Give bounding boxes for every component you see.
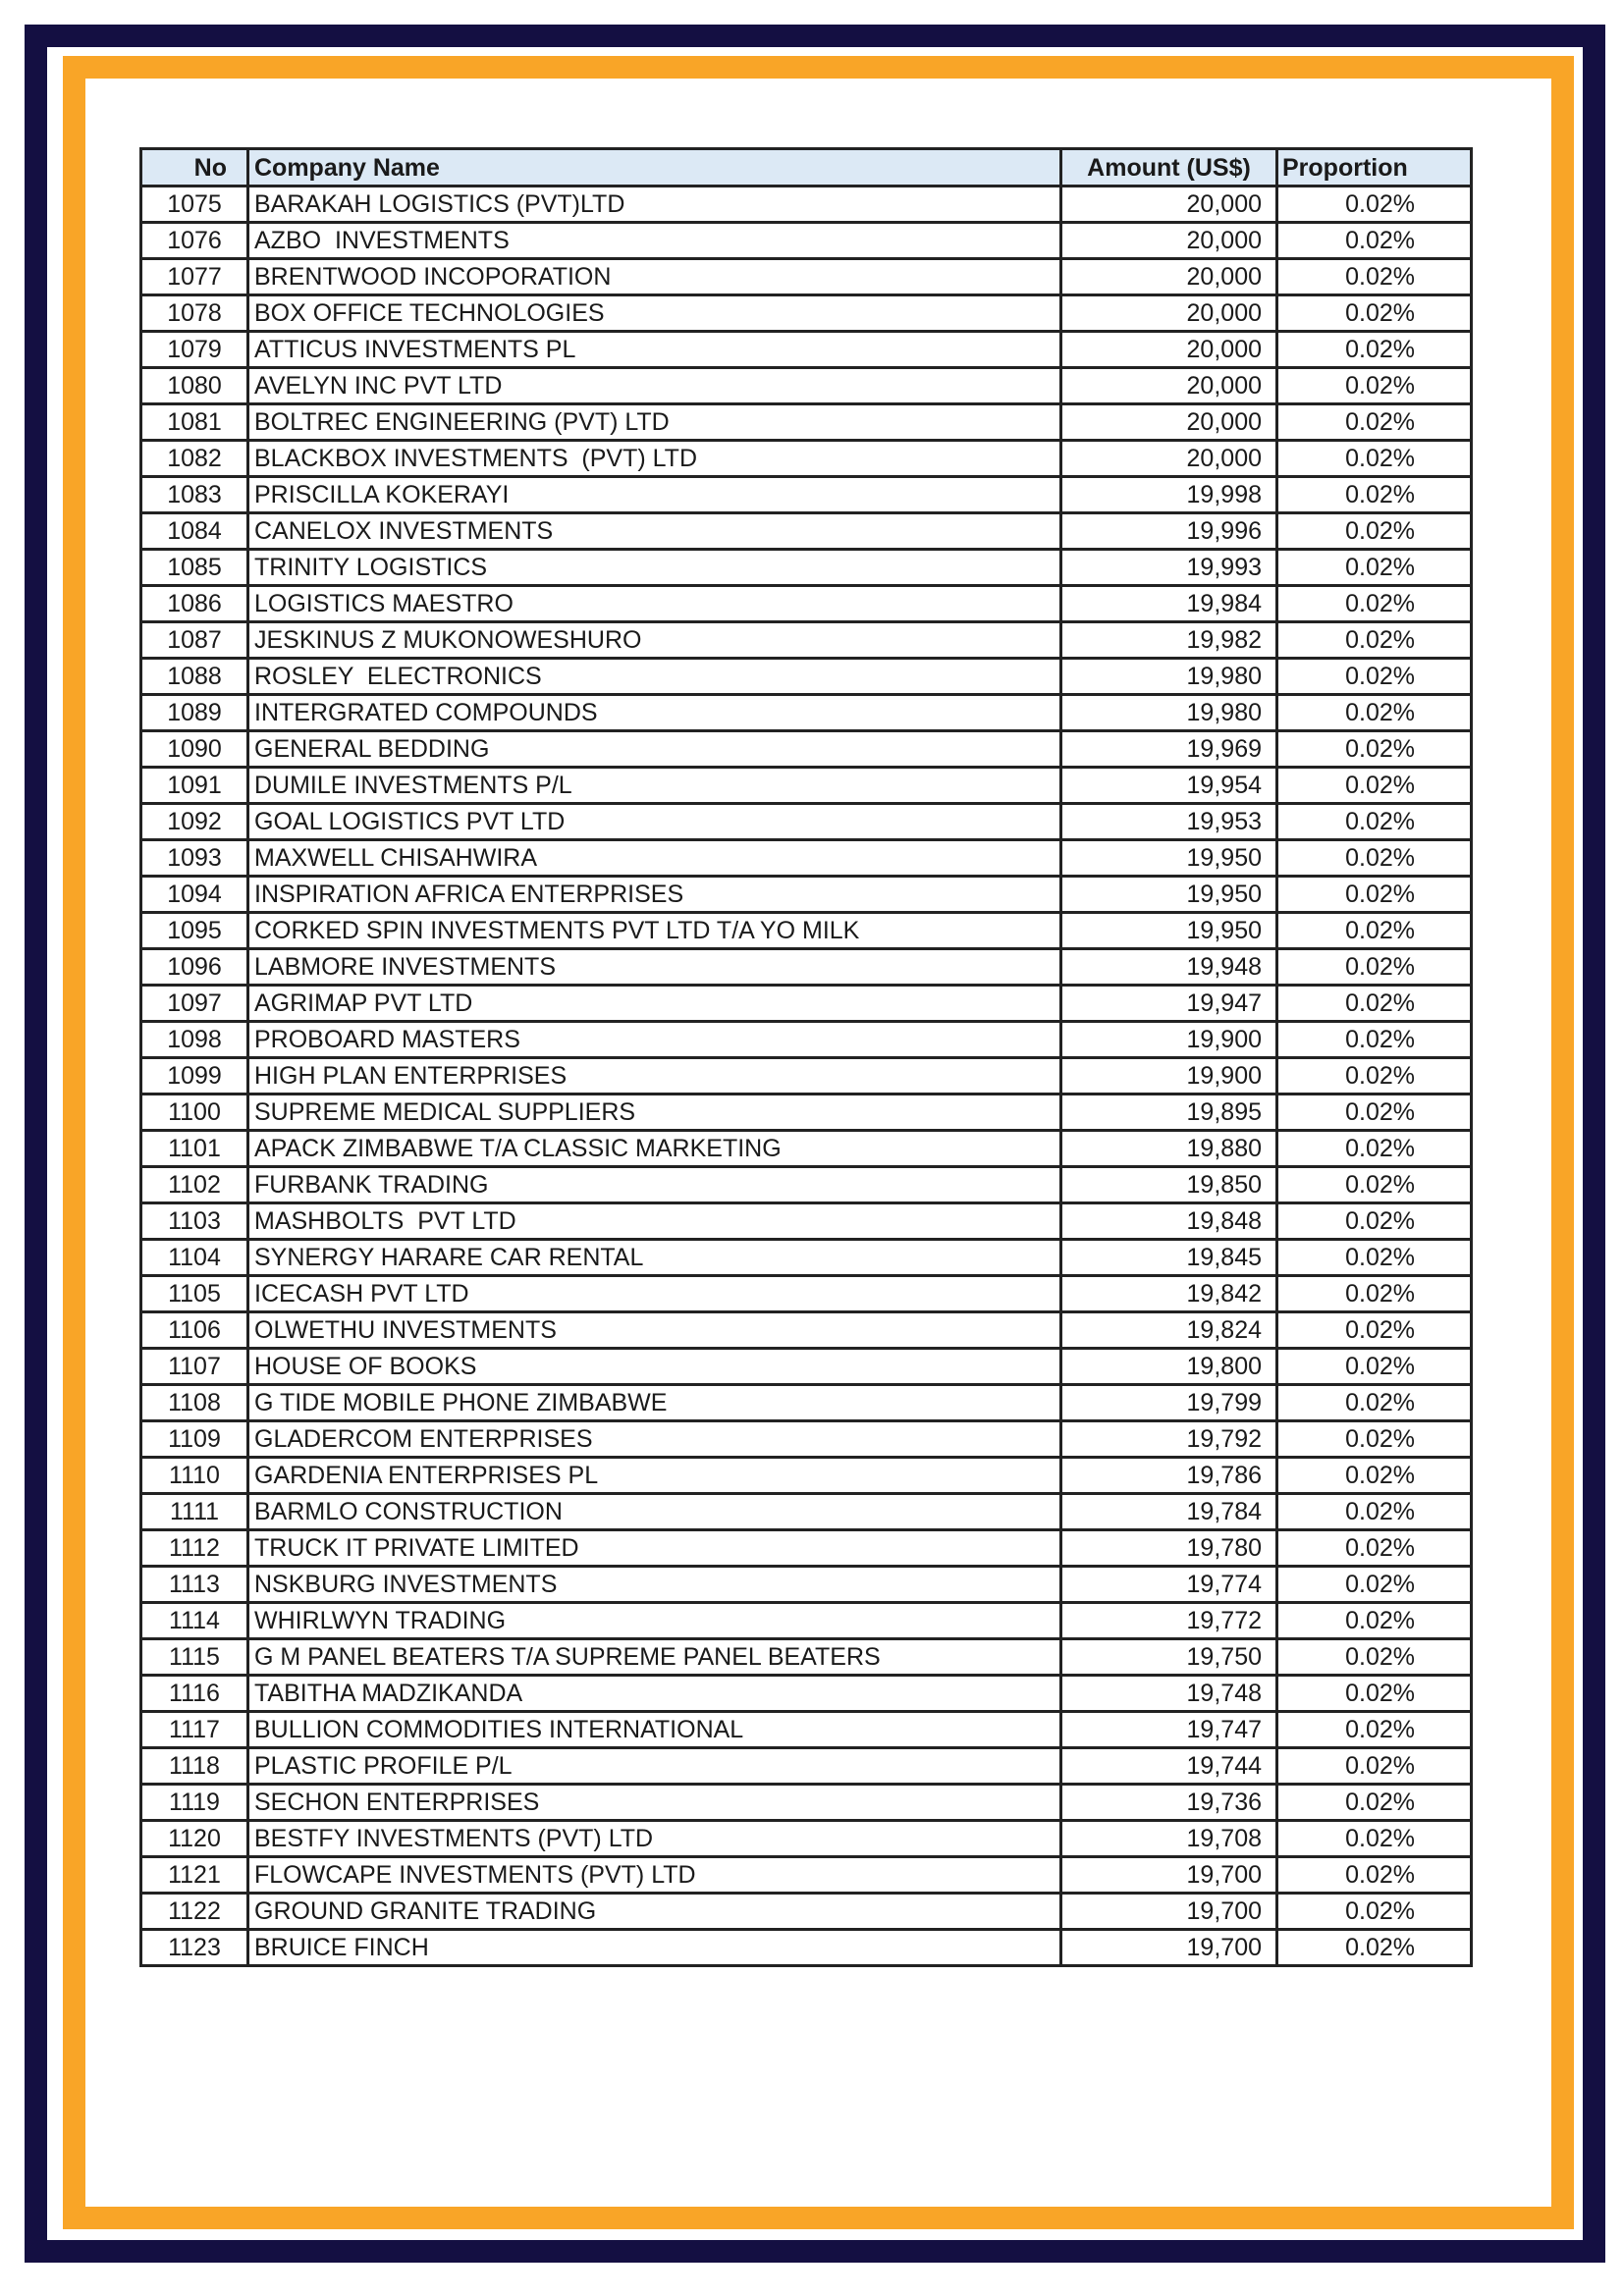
cell-amount: 19,750 — [1061, 1639, 1277, 1676]
table-row — [141, 586, 1472, 622]
cell-proportion: 0.02% — [1277, 187, 1472, 223]
cell-row-number: 1102 — [141, 1167, 248, 1203]
cell-row-number: 1100 — [141, 1095, 248, 1131]
table-row — [141, 1421, 1472, 1458]
cell-amount: 19,708 — [1061, 1821, 1277, 1857]
table-row — [141, 768, 1472, 804]
cell-amount: 19,824 — [1061, 1312, 1277, 1349]
cell-amount: 19,982 — [1061, 622, 1277, 659]
table-row — [141, 1857, 1472, 1894]
cell-amount: 20,000 — [1061, 259, 1277, 295]
cell-proportion: 0.02% — [1277, 1821, 1472, 1857]
cell-row-number: 1094 — [141, 877, 248, 913]
cell-row-number: 1080 — [141, 368, 248, 404]
cell-company-name: BULLION COMMODITIES INTERNATIONAL — [248, 1712, 1061, 1748]
cell-amount: 19,900 — [1061, 1058, 1277, 1095]
cell-company-name: ATTICUS INVESTMENTS PL — [248, 332, 1061, 368]
cell-company-name: HOUSE OF BOOKS — [248, 1349, 1061, 1385]
table-row — [141, 550, 1472, 586]
cell-row-number: 1116 — [141, 1676, 248, 1712]
cell-amount: 19,747 — [1061, 1712, 1277, 1748]
table-row — [141, 1676, 1472, 1712]
cell-amount: 19,700 — [1061, 1930, 1277, 1966]
cell-row-number: 1093 — [141, 840, 248, 877]
cell-row-number: 1109 — [141, 1421, 248, 1458]
cell-row-number: 1114 — [141, 1603, 248, 1639]
cell-row-number: 1085 — [141, 550, 248, 586]
cell-row-number: 1096 — [141, 949, 248, 986]
table-row — [141, 986, 1472, 1022]
cell-row-number: 1089 — [141, 695, 248, 731]
cell-company-name: BARAKAH LOGISTICS (PVT)LTD — [248, 187, 1061, 223]
table-row — [141, 1567, 1472, 1603]
table-row — [141, 477, 1472, 513]
table-row — [141, 295, 1472, 332]
cell-company-name: BRENTWOOD INCOPORATION — [248, 259, 1061, 295]
cell-company-name: GENERAL BEDDING — [248, 731, 1061, 768]
table-row — [141, 622, 1472, 659]
cell-company-name: DUMILE INVESTMENTS P/L — [248, 768, 1061, 804]
table-row — [141, 332, 1472, 368]
cell-amount: 19,780 — [1061, 1530, 1277, 1567]
cell-company-name: CANELOX INVESTMENTS — [248, 513, 1061, 550]
cell-proportion: 0.02% — [1277, 768, 1472, 804]
cell-row-number: 1081 — [141, 404, 248, 441]
cell-amount: 19,947 — [1061, 986, 1277, 1022]
cell-company-name: BARMLO CONSTRUCTION — [248, 1494, 1061, 1530]
cell-row-number: 1075 — [141, 187, 248, 223]
cell-company-name: GLADERCOM ENTERPRISES — [248, 1421, 1061, 1458]
cell-row-number: 1112 — [141, 1530, 248, 1567]
cell-amount: 20,000 — [1061, 404, 1277, 441]
cell-row-number: 1104 — [141, 1240, 248, 1276]
cell-proportion: 0.02% — [1277, 223, 1472, 259]
cell-proportion: 0.02% — [1277, 1131, 1472, 1167]
cell-proportion: 0.02% — [1277, 295, 1472, 332]
cell-amount: 19,842 — [1061, 1276, 1277, 1312]
table-row — [141, 877, 1472, 913]
cell-proportion: 0.02% — [1277, 1167, 1472, 1203]
cell-amount: 20,000 — [1061, 441, 1277, 477]
cell-proportion: 0.02% — [1277, 1058, 1472, 1095]
cell-proportion: 0.02% — [1277, 986, 1472, 1022]
cell-proportion: 0.02% — [1277, 1022, 1472, 1058]
cell-proportion: 0.02% — [1277, 1712, 1472, 1748]
cell-row-number: 1103 — [141, 1203, 248, 1240]
cell-company-name: PLASTIC PROFILE P/L — [248, 1748, 1061, 1785]
table-row — [141, 1276, 1472, 1312]
shareholders-table — [139, 147, 1473, 1967]
cell-proportion: 0.02% — [1277, 1603, 1472, 1639]
cell-proportion: 0.02% — [1277, 1567, 1472, 1603]
table-row — [141, 368, 1472, 404]
cell-row-number: 1119 — [141, 1785, 248, 1821]
cell-amount: 19,950 — [1061, 877, 1277, 913]
cell-amount: 19,948 — [1061, 949, 1277, 986]
cell-row-number: 1079 — [141, 332, 248, 368]
cell-proportion: 0.02% — [1277, 804, 1472, 840]
cell-company-name: CORKED SPIN INVESTMENTS PVT LTD T/A YO MILK — [248, 913, 1061, 949]
table-row — [141, 840, 1472, 877]
cell-company-name: SECHON ENTERPRISES — [248, 1785, 1061, 1821]
cell-company-name: AZBO INVESTMENTS — [248, 223, 1061, 259]
cell-amount: 19,784 — [1061, 1494, 1277, 1530]
cell-amount: 20,000 — [1061, 332, 1277, 368]
table-row — [141, 1458, 1472, 1494]
cell-row-number: 1105 — [141, 1276, 248, 1312]
cell-row-number: 1115 — [141, 1639, 248, 1676]
cell-amount: 20,000 — [1061, 368, 1277, 404]
cell-row-number: 1090 — [141, 731, 248, 768]
table-row — [141, 659, 1472, 695]
cell-proportion: 0.02% — [1277, 368, 1472, 404]
table-row — [141, 1131, 1472, 1167]
cell-row-number: 1113 — [141, 1567, 248, 1603]
table-row — [141, 1748, 1472, 1785]
table-row — [141, 1494, 1472, 1530]
cell-row-number: 1111 — [141, 1494, 248, 1530]
cell-proportion: 0.02% — [1277, 1676, 1472, 1712]
table-row — [141, 1639, 1472, 1676]
cell-row-number: 1077 — [141, 259, 248, 295]
cell-row-number: 1110 — [141, 1458, 248, 1494]
cell-company-name: SYNERGY HARARE CAR RENTAL — [248, 1240, 1061, 1276]
cell-proportion: 0.02% — [1277, 1785, 1472, 1821]
cell-proportion: 0.02% — [1277, 1748, 1472, 1785]
table-row — [141, 804, 1472, 840]
cell-company-name: AVELYN INC PVT LTD — [248, 368, 1061, 404]
cell-amount: 19,950 — [1061, 913, 1277, 949]
cell-proportion: 0.02% — [1277, 404, 1472, 441]
cell-amount: 19,700 — [1061, 1894, 1277, 1930]
cell-row-number: 1120 — [141, 1821, 248, 1857]
cell-amount: 19,998 — [1061, 477, 1277, 513]
table-row — [141, 259, 1472, 295]
cell-amount: 19,774 — [1061, 1567, 1277, 1603]
table-row — [141, 223, 1472, 259]
cell-company-name: ICECASH PVT LTD — [248, 1276, 1061, 1312]
cell-company-name: G TIDE MOBILE PHONE ZIMBABWE — [248, 1385, 1061, 1421]
cell-amount: 19,792 — [1061, 1421, 1277, 1458]
cell-row-number: 1092 — [141, 804, 248, 840]
cell-company-name: TRUCK IT PRIVATE LIMITED — [248, 1530, 1061, 1567]
cell-company-name: BRUICE FINCH — [248, 1930, 1061, 1966]
cell-amount: 19,969 — [1061, 731, 1277, 768]
cell-amount: 19,953 — [1061, 804, 1277, 840]
table-row — [141, 404, 1472, 441]
cell-proportion: 0.02% — [1277, 1276, 1472, 1312]
cell-proportion: 0.02% — [1277, 731, 1472, 768]
header-row — [141, 149, 1472, 187]
cell-row-number: 1078 — [141, 295, 248, 332]
cell-row-number: 1099 — [141, 1058, 248, 1095]
cell-amount: 19,950 — [1061, 840, 1277, 877]
table-row — [141, 187, 1472, 223]
table-row — [141, 1240, 1472, 1276]
cell-proportion: 0.02% — [1277, 441, 1472, 477]
column-header-company-name: Company Name — [248, 149, 1061, 187]
cell-row-number: 1086 — [141, 586, 248, 622]
table-row — [141, 1203, 1472, 1240]
cell-company-name: GOAL LOGISTICS PVT LTD — [248, 804, 1061, 840]
cell-amount: 19,786 — [1061, 1458, 1277, 1494]
cell-amount: 19,748 — [1061, 1676, 1277, 1712]
cell-amount: 19,984 — [1061, 586, 1277, 622]
cell-proportion: 0.02% — [1277, 1458, 1472, 1494]
cell-company-name: MAXWELL CHISAHWIRA — [248, 840, 1061, 877]
cell-amount: 19,800 — [1061, 1349, 1277, 1385]
cell-proportion: 0.02% — [1277, 1385, 1472, 1421]
cell-company-name: AGRIMAP PVT LTD — [248, 986, 1061, 1022]
cell-row-number: 1101 — [141, 1131, 248, 1167]
cell-proportion: 0.02% — [1277, 840, 1472, 877]
cell-company-name: TRINITY LOGISTICS — [248, 550, 1061, 586]
cell-company-name: APACK ZIMBABWE T/A CLASSIC MARKETING — [248, 1131, 1061, 1167]
table-row — [141, 441, 1472, 477]
cell-proportion: 0.02% — [1277, 1312, 1472, 1349]
cell-company-name: LABMORE INVESTMENTS — [248, 949, 1061, 986]
table-row — [141, 1058, 1472, 1095]
column-header-no: No — [141, 149, 248, 187]
cell-amount: 19,993 — [1061, 550, 1277, 586]
cell-row-number: 1091 — [141, 768, 248, 804]
cell-company-name: INTERGRATED COMPOUNDS — [248, 695, 1061, 731]
cell-row-number: 1083 — [141, 477, 248, 513]
cell-company-name: BESTFY INVESTMENTS (PVT) LTD — [248, 1821, 1061, 1857]
table-row — [141, 1821, 1472, 1857]
cell-amount: 19,900 — [1061, 1022, 1277, 1058]
cell-row-number: 1082 — [141, 441, 248, 477]
table-row — [141, 1312, 1472, 1349]
cell-row-number: 1076 — [141, 223, 248, 259]
cell-proportion: 0.02% — [1277, 1240, 1472, 1276]
cell-amount: 19,772 — [1061, 1603, 1277, 1639]
table-header — [141, 149, 1472, 187]
cell-company-name: SUPREME MEDICAL SUPPLIERS — [248, 1095, 1061, 1131]
cell-proportion: 0.02% — [1277, 1930, 1472, 1966]
cell-company-name: LOGISTICS MAESTRO — [248, 586, 1061, 622]
cell-proportion: 0.02% — [1277, 477, 1472, 513]
cell-proportion: 0.02% — [1277, 877, 1472, 913]
cell-company-name: JESKINUS Z MUKONOWESHURO — [248, 622, 1061, 659]
cell-company-name: BOLTREC ENGINEERING (PVT) LTD — [248, 404, 1061, 441]
table-row — [141, 1095, 1472, 1131]
cell-amount: 20,000 — [1061, 187, 1277, 223]
cell-amount: 19,980 — [1061, 659, 1277, 695]
cell-proportion: 0.02% — [1277, 622, 1472, 659]
cell-proportion: 0.02% — [1277, 1894, 1472, 1930]
column-header-proportion: Proportion — [1277, 149, 1472, 187]
cell-amount: 19,895 — [1061, 1095, 1277, 1131]
cell-proportion: 0.02% — [1277, 332, 1472, 368]
cell-row-number: 1098 — [141, 1022, 248, 1058]
cell-proportion: 0.02% — [1277, 1530, 1472, 1567]
cell-proportion: 0.02% — [1277, 1494, 1472, 1530]
table-row — [141, 1930, 1472, 1966]
shareholders-table-container — [139, 147, 1470, 1967]
cell-row-number: 1088 — [141, 659, 248, 695]
cell-amount: 19,980 — [1061, 695, 1277, 731]
cell-company-name: BOX OFFICE TECHNOLOGIES — [248, 295, 1061, 332]
cell-row-number: 1107 — [141, 1349, 248, 1385]
table-row — [141, 1349, 1472, 1385]
cell-row-number: 1122 — [141, 1894, 248, 1930]
cell-row-number: 1106 — [141, 1312, 248, 1349]
table-row — [141, 731, 1472, 768]
cell-company-name: MASHBOLTS PVT LTD — [248, 1203, 1061, 1240]
table-row — [141, 513, 1472, 550]
cell-proportion: 0.02% — [1277, 513, 1472, 550]
cell-company-name: GROUND GRANITE TRADING — [248, 1894, 1061, 1930]
cell-proportion: 0.02% — [1277, 259, 1472, 295]
cell-amount: 19,700 — [1061, 1857, 1277, 1894]
cell-amount: 19,996 — [1061, 513, 1277, 550]
cell-proportion: 0.02% — [1277, 1349, 1472, 1385]
table-row — [141, 913, 1472, 949]
cell-company-name: GARDENIA ENTERPRISES PL — [248, 1458, 1061, 1494]
table-body — [141, 187, 1472, 1966]
cell-company-name: HIGH PLAN ENTERPRISES — [248, 1058, 1061, 1095]
table-row — [141, 1385, 1472, 1421]
cell-proportion: 0.02% — [1277, 550, 1472, 586]
cell-proportion: 0.02% — [1277, 1639, 1472, 1676]
cell-company-name: TABITHA MADZIKANDA — [248, 1676, 1061, 1712]
table-row — [141, 1785, 1472, 1821]
table-row — [141, 1712, 1472, 1748]
cell-row-number: 1095 — [141, 913, 248, 949]
table-row — [141, 1530, 1472, 1567]
cell-proportion: 0.02% — [1277, 949, 1472, 986]
table-row — [141, 695, 1472, 731]
cell-row-number: 1108 — [141, 1385, 248, 1421]
cell-amount: 19,799 — [1061, 1385, 1277, 1421]
table-row — [141, 949, 1472, 986]
cell-row-number: 1084 — [141, 513, 248, 550]
cell-company-name: FURBANK TRADING — [248, 1167, 1061, 1203]
cell-proportion: 0.02% — [1277, 1203, 1472, 1240]
cell-company-name: OLWETHU INVESTMENTS — [248, 1312, 1061, 1349]
cell-amount: 20,000 — [1061, 223, 1277, 259]
cell-row-number: 1118 — [141, 1748, 248, 1785]
cell-amount: 19,845 — [1061, 1240, 1277, 1276]
cell-company-name: G M PANEL BEATERS T/A SUPREME PANEL BEATERS — [248, 1639, 1061, 1676]
cell-company-name: NSKBURG INVESTMENTS — [248, 1567, 1061, 1603]
cell-row-number: 1097 — [141, 986, 248, 1022]
cell-proportion: 0.02% — [1277, 1857, 1472, 1894]
cell-proportion: 0.02% — [1277, 913, 1472, 949]
cell-amount: 19,848 — [1061, 1203, 1277, 1240]
cell-row-number: 1117 — [141, 1712, 248, 1748]
cell-row-number: 1123 — [141, 1930, 248, 1966]
cell-amount: 19,954 — [1061, 768, 1277, 804]
table-row — [141, 1022, 1472, 1058]
cell-amount: 19,880 — [1061, 1131, 1277, 1167]
column-header-amount: Amount (US$) — [1061, 149, 1277, 187]
cell-amount: 19,850 — [1061, 1167, 1277, 1203]
cell-company-name: FLOWCAPE INVESTMENTS (PVT) LTD — [248, 1857, 1061, 1894]
table-row — [141, 1167, 1472, 1203]
cell-company-name: PROBOARD MASTERS — [248, 1022, 1061, 1058]
cell-company-name: PRISCILLA KOKERAYI — [248, 477, 1061, 513]
cell-amount: 19,736 — [1061, 1785, 1277, 1821]
cell-company-name: INSPIRATION AFRICA ENTERPRISES — [248, 877, 1061, 913]
cell-company-name: ROSLEY ELECTRONICS — [248, 659, 1061, 695]
cell-amount: 19,744 — [1061, 1748, 1277, 1785]
cell-company-name: WHIRLWYN TRADING — [248, 1603, 1061, 1639]
cell-company-name: BLACKBOX INVESTMENTS (PVT) LTD — [248, 441, 1061, 477]
cell-proportion: 0.02% — [1277, 1095, 1472, 1131]
cell-row-number: 1087 — [141, 622, 248, 659]
cell-proportion: 0.02% — [1277, 659, 1472, 695]
cell-proportion: 0.02% — [1277, 695, 1472, 731]
cell-proportion: 0.02% — [1277, 586, 1472, 622]
cell-row-number: 1121 — [141, 1857, 248, 1894]
table-row — [141, 1603, 1472, 1639]
cell-amount: 20,000 — [1061, 295, 1277, 332]
cell-proportion: 0.02% — [1277, 1421, 1472, 1458]
table-row — [141, 1894, 1472, 1930]
